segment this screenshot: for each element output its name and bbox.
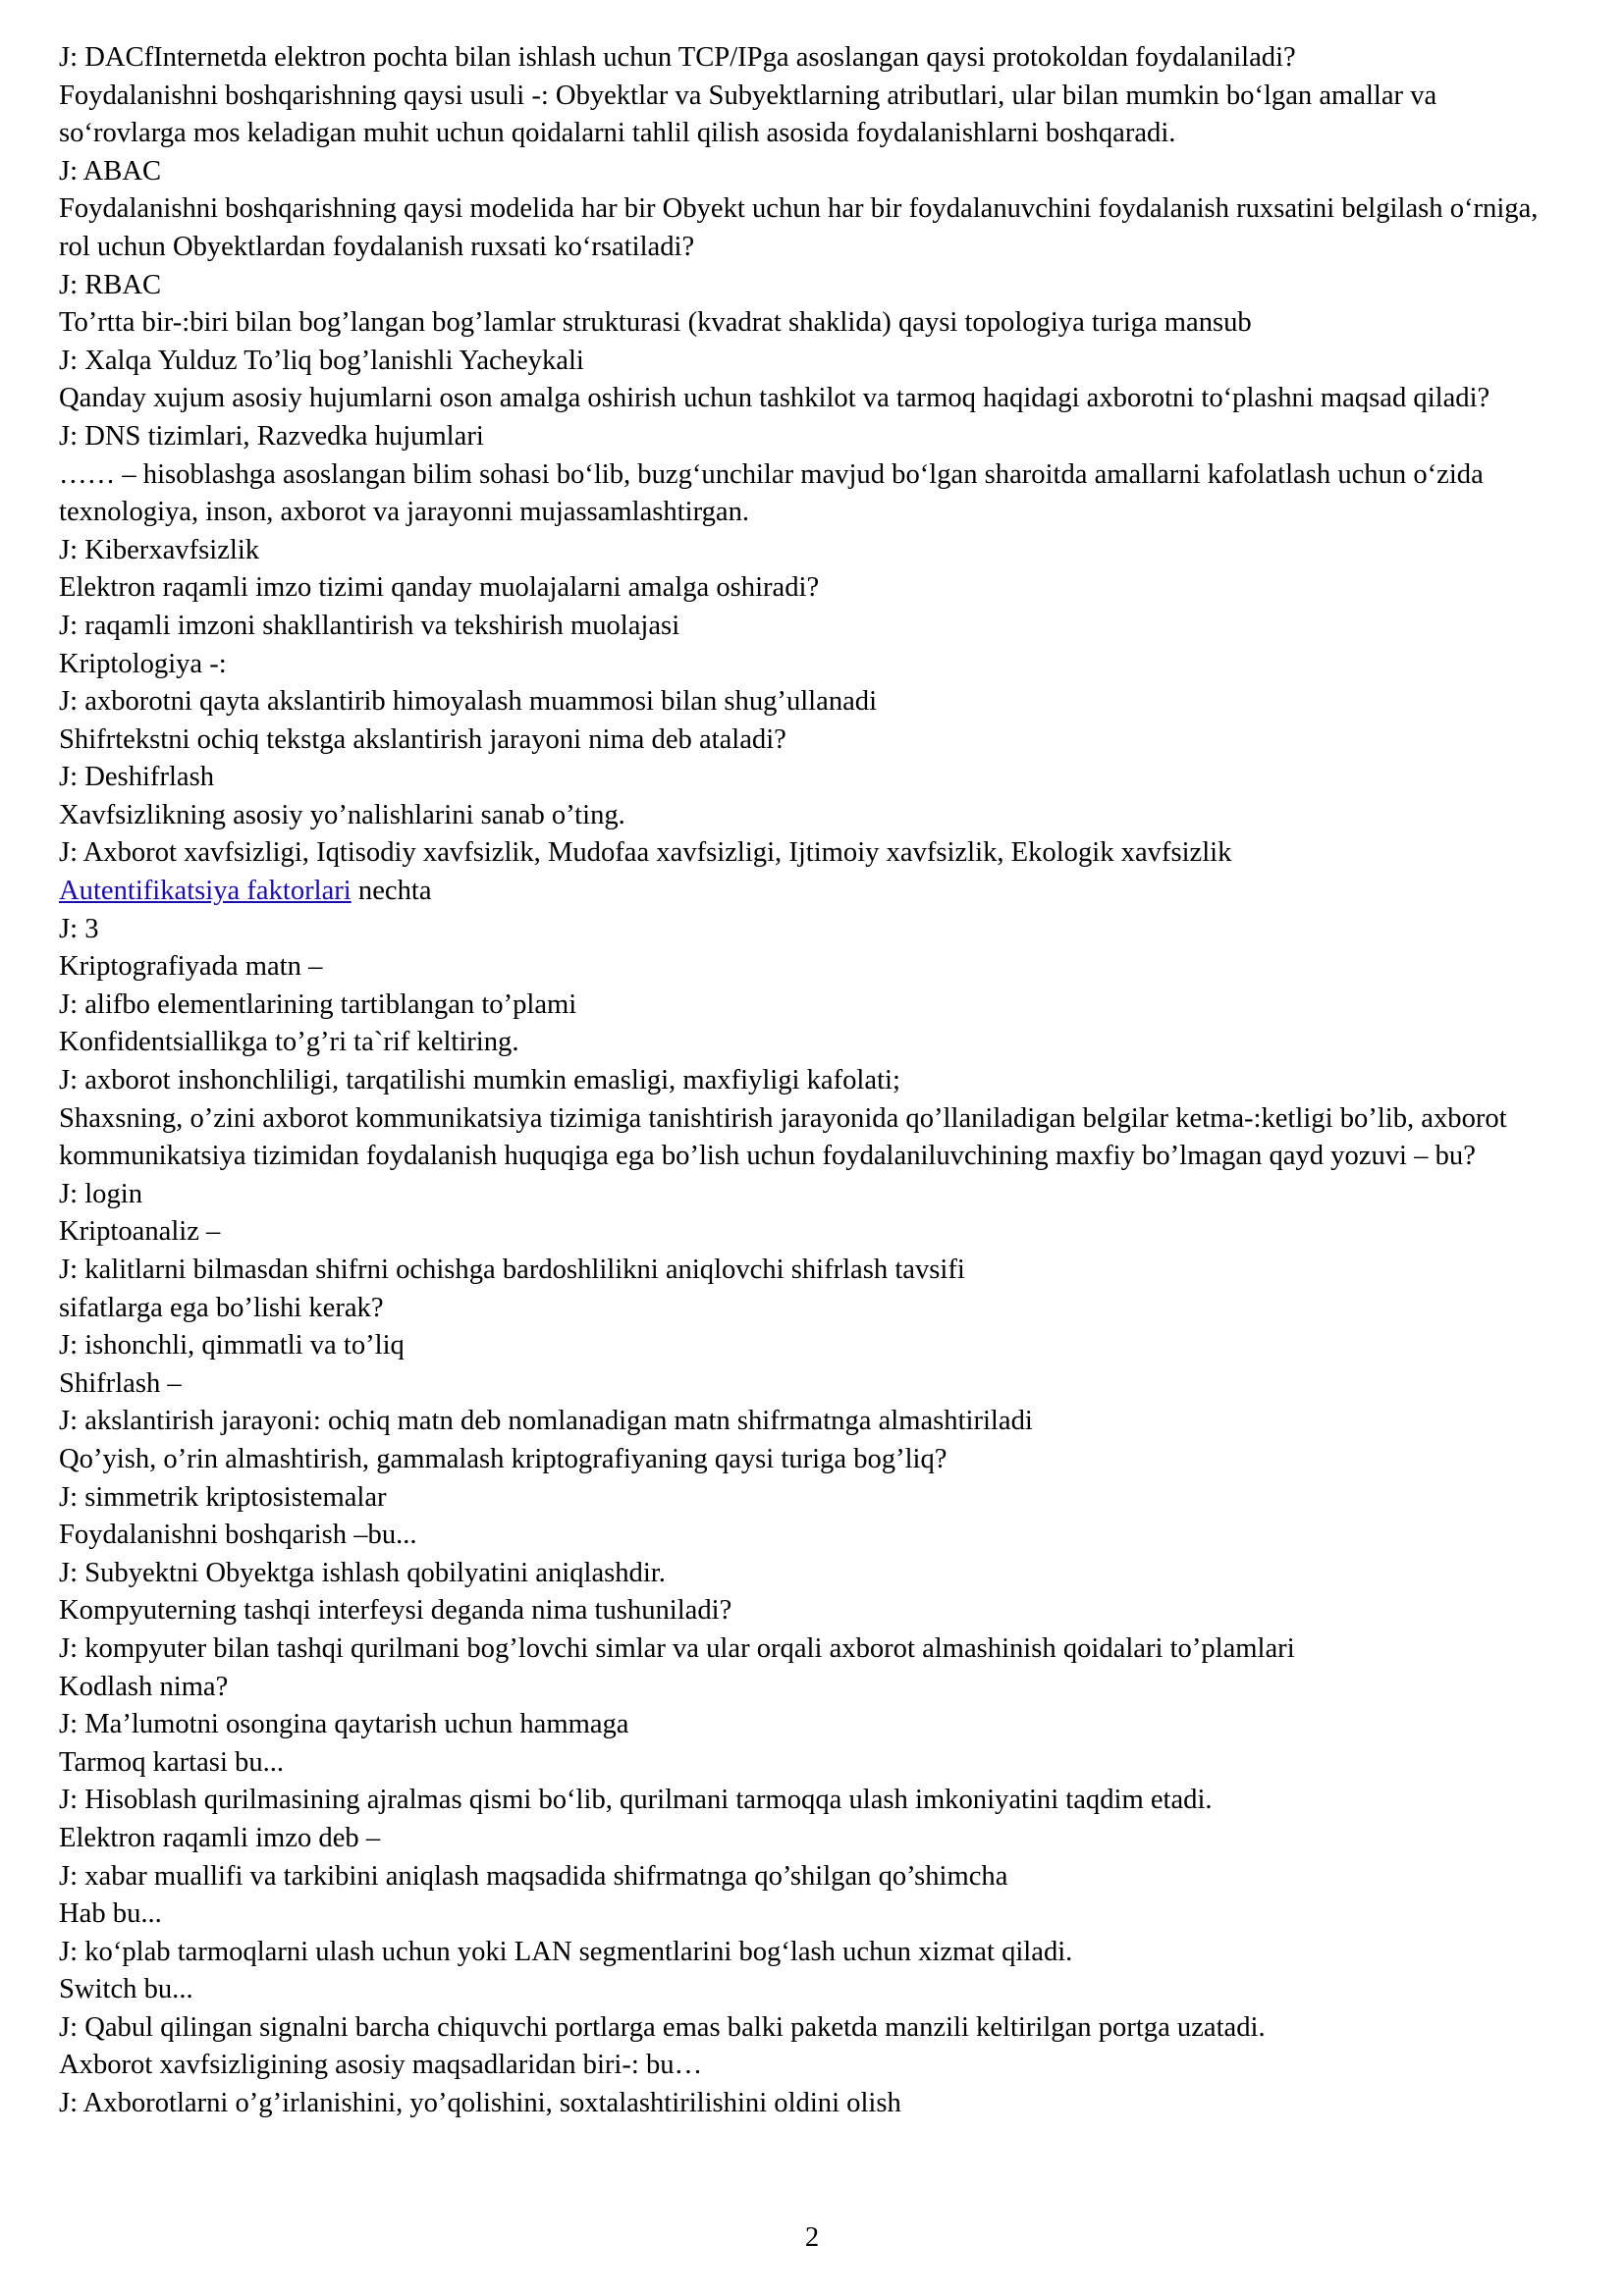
text-line: J: simmetrik kriptosistemalar xyxy=(59,1481,387,1513)
text-line: J: login xyxy=(59,1178,142,1209)
text-line: J: Axborotlarni o’g’irlanishini, yo’qolishini, soxtalashtirilishini oldini olish xyxy=(59,2088,901,2119)
text-line: J: ko‘plab tarmoqlarni ulash uchun yoki LAN segmentlarini bog‘lash uchun xizmat qiladi. xyxy=(59,1936,1073,1967)
text-line: Kriptoanaliz – xyxy=(59,1216,221,1248)
text-line: J: ABAC xyxy=(59,155,162,187)
text-line: J: kalitlarni bilmasdan shifrni ochishga bardoshlilikni aniqlovchi shifrlash tavsifi xyxy=(59,1255,965,1285)
text-line: Elektron raqamli imzo tizimi qanday muolajalarni amalga oshiradi? xyxy=(59,572,820,604)
page-number: 2 xyxy=(804,2222,820,2253)
text-line: J: DNS tizimlari, Razvedka hujumlari xyxy=(59,420,484,452)
text-line: Kodlash nima? xyxy=(59,1671,229,1702)
text-line: …… – hisoblashga asoslangan bilim sohasi bo‘lib, buzg‘unchilar mavjud bo‘lgan sharoitda amallarni kafolatlash uchun o‘zida texnologiya, inson, axborot va jarayonni mujassamlashtirgan. xyxy=(59,458,1484,528)
text-line: Kriptografiyada matn – xyxy=(59,951,323,983)
text-line: Shaxsning, o’zini axborot kommunikatsiya tizimiga tanishtirish jarayonida qo’llaniladigan belgilar ketma-:ketligi bo’lib, axborot kommunikatsiya tizimidan foydalanish huquqiga ega bo’lish uchun foydalaniluvchining maxfiy bo’lmagan qayd yozuvi – bu? xyxy=(59,1102,1507,1172)
text-line: Elektron raqamli imzo deb – xyxy=(59,1822,381,1853)
text-line: Xavfsizlikning asosiy yo’nalishlarini sanab o’ting. xyxy=(59,799,625,830)
text-line: J: Deshifrlash xyxy=(59,762,215,793)
text-line: To’rtta bir-:biri bilan bog’langan bog’lamlar strukturasi (kvadrat shaklida) qaysi topologiya turiga mansub xyxy=(59,307,1252,339)
document-body xyxy=(59,39,1571,2123)
text-line: Shifrlash – xyxy=(59,1367,182,1399)
text-line: sifatlarga ega bo’lishi kerak? xyxy=(59,1292,384,1323)
text-block-1 xyxy=(59,39,1571,873)
text-line: J: xabar muallifi va tarkibini aniqlash maqsadida shifrmatnga qo’shilgan qo’shimcha xyxy=(59,1860,1008,1892)
text-line: J: Subyektni Obyektga ishlash qobilyatini aniqlashdir. xyxy=(59,1557,666,1588)
text-line: Qo’yish, o’rin almashtirish, gammalash kriptografiyaning qaysi turiga bog’liq? xyxy=(59,1443,947,1474)
autentifikatsiya-faktorlari-link[interactable]: Autentifikatsiya faktorlari xyxy=(59,876,352,907)
text-line: J: akslantirish jarayoni: ochiq matn deb nomlanadigan matn shifrmatnga almashtiriladi xyxy=(59,1406,1033,1437)
text-line: J: axborotni qayta akslantirib himoyalash muammosi bilan shug’ullanadi xyxy=(59,686,878,718)
text-line: Axborot xavfsizligining asosiy maqsadlaridan biri-: bu… xyxy=(59,2050,703,2081)
text-line: Shifrtekstni ochiq tekstga akslantirish jarayoni nima deb ataladi? xyxy=(59,723,786,755)
text-line: Hab bu... xyxy=(59,1898,162,1930)
text-line: Foydalanishni boshqarishning qaysi usuli -: Obyektlar va Subyektlarning atributlari, ular bilan mumkin bo‘lgan amallar va so‘rovlarga mos keladigan muhit uchun qoidalarni tahlil qilish asosida foydalanishlarni boshqaradi. xyxy=(59,80,1437,149)
text-line: Konfidentsiallikga to’g’ri ta`rif keltiring. xyxy=(59,1027,519,1058)
text-line: J: Hisoblash qurilmasining ajralmas qismi bo‘lib, qurilmani tarmoqqa ulash imkoniyatini taqdim etadi. xyxy=(59,1785,1213,1816)
text-line: Foydalanishni boshqarishning qaysi modelida har bir Obyekt uchun har bir foydalanuvchini foydalanish ruxsatini belgilash o‘rniga, rol uchun Obyektlardan foydalanish ruxsati ko‘rsatiladi? xyxy=(59,193,1539,262)
text-line: J: axborot inshonchliligi, tarqatilishi mumkin emasligi, maxfiyligi kafolati; xyxy=(59,1065,900,1096)
text-line-with-link xyxy=(59,873,1571,911)
text-line: J: 3 xyxy=(59,913,99,944)
text-line: J: Kiberxavfsizlik xyxy=(59,534,260,565)
text-line: Tarmoq kartasi bu... xyxy=(59,1746,285,1778)
text-line-suffix: nechta xyxy=(351,876,432,907)
text-line: J: kompyuter bilan tashqi qurilmani bog’lovchi simlar va ular orqali axborot almashinish qoidalari to’plamlari xyxy=(59,1632,1295,1664)
text-line: J: ishonchli, qimmatli va to’liq xyxy=(59,1330,405,1362)
text-line: Kriptologiya -: xyxy=(59,648,227,679)
text-line: J: Axborot xavfsizligi, Iqtisodiy xavfsizlik, Mudofaa xavfsizligi, Ijtimoiy xavfsizlik, Ekologik xavfsizlik xyxy=(59,837,1232,869)
text-line: Foydalanishni boshqarish –bu... xyxy=(59,1520,417,1551)
text-line: J: Ma’lumotni osongina qaytarish uchun hammaga xyxy=(59,1709,629,1740)
text-line: J: Xalqa Yulduz To’liq bog’lanishli Yacheykali xyxy=(59,345,584,376)
text-line: J: RBAC xyxy=(59,269,162,300)
text-line: Switch bu... xyxy=(59,1974,193,2005)
text-line: Qanday xujum asosiy hujumlarni oson amalga oshirish uchun tashkilot va tarmoq haqidagi axborotni to‘plashni maqsad qiladi? xyxy=(59,383,1490,414)
text-line: Kompyuterning tashqi interfeysi deganda nima tushuniladi? xyxy=(59,1595,732,1627)
text-line: J: raqamli imzoni shakllantirish va tekshirish muolajasi xyxy=(59,610,680,641)
text-block-2 xyxy=(59,911,1571,2123)
text-line: J: DACfInternetda elektron pochta bilan ishlash uchun TCP/IPga asoslangan qaysi protokoldan foydalaniladi? xyxy=(59,42,1296,73)
text-line: J: Qabul qilingan signalni barcha chiquvchi portlarga emas balki paketda manzili keltirilgan portga uzatadi. xyxy=(59,2011,1266,2043)
text-line: J: alifbo elementlarining tartiblangan to’plami xyxy=(59,988,577,1020)
